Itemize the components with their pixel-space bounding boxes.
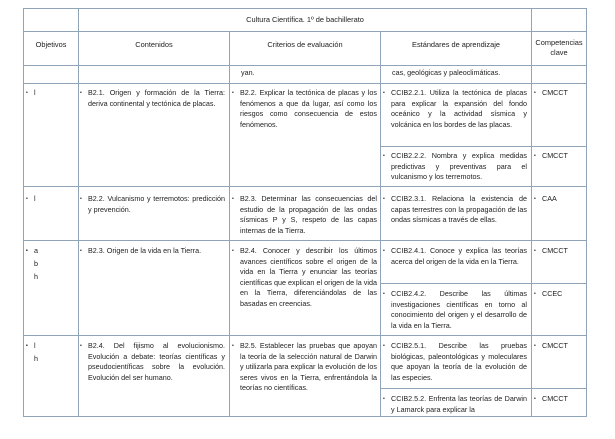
row2-estandar-1: ▪ CCIB2.3.1. Relaciona la existencia de capas terrestres con la propagación de las ondas sísmicas a través de ellas.	[391, 194, 527, 226]
row2-objetivos	[34, 194, 36, 207]
row1-competencia-1: ▪ CMCCT	[542, 88, 584, 99]
header-contenidos: Contenidos	[135, 40, 173, 49]
row3-criterio: ▪ B2.4. Conocer y describir los últimos avances científicos sobre el origen de la vida en la Tierra y enunciar las teorías científicas que explican el origen de la vida en la Tierra, diferenciándolas de las basadas en creencias.	[240, 246, 377, 310]
row1-objetivos	[34, 88, 36, 101]
row2-contenido: ▪ B2.2. Vulcanismo y terremotos: predicción y prevención.	[88, 194, 225, 215]
row4-competencia-1: ▪ CMCCT	[542, 341, 584, 352]
row1-estandar-1: ▪ CCIB2.2.1. Utiliza la tectónica de placas para explicar la expansión del fondo oceánico y la actividad sísmica y volcánica en los bordes de las placas.	[391, 88, 527, 130]
row1-contenido: ▪ B2.1. Origen y formación de la Tierra: deriva continental y tectónica de placas.	[88, 88, 225, 109]
carry-over-criterio: yan.	[241, 68, 255, 77]
row2-competencia-1: ▪ CAA	[542, 194, 584, 205]
objetivo-item: ▪ h	[34, 272, 38, 283]
row3-competencia-1: ▪ CMCCT	[542, 246, 584, 257]
row3-contenido: ▪ B2.3. Origen de la vida en la Tierra.	[88, 246, 225, 257]
objetivo-item: ▪ l	[34, 194, 36, 205]
header-estandares: Estándares de aprendizaje	[412, 40, 500, 49]
objetivo-item: ▪ b	[34, 259, 38, 270]
objetivo-item: ▪ a	[34, 246, 38, 257]
row4-objetivos	[34, 341, 38, 367]
row4-criterio: ▪ B2.5. Establecer las pruebas que apoyan la teoría de la selección natural de Darwin y utilizarla para explicar la evolución de los seres vivos en la Tierra, enfrentándola la teorías no científicas.	[240, 341, 377, 394]
row1-criterio: ▪ B2.2. Explicar la tectónica de placas y los fenómenos a que da lugar, así como los riesgos como consecuencia de estos fenómenos.	[240, 88, 377, 130]
row3-estandar-2: ▪ CCIB2.4.2. Describe las últimas investigaciones científicas en torno al conocimiento del origen y el desarrollo de la vida en la Tierra.	[391, 289, 527, 331]
row4-competencia-2: ▪ CMCCT	[542, 394, 584, 405]
row1-competencia-2: ▪ CMCCT	[542, 151, 584, 162]
row4-estandar-2: ▪ CCIB2.5.2. Enfrenta las teorías de Darwin y Lamarck para explicar la	[391, 394, 527, 415]
row3-competencia-2: ▪ CCEC	[542, 289, 584, 300]
row2-criterio: ▪ B2.3. Determinar las consecuencias del estudio de la propagación de las ondas sísmicas P y S, respeto de las capas internas de la Tierra.	[240, 194, 377, 236]
row4-contenido: ▪ B2.4. Del fijismo al evolucionismo. Evolución a debate: teorías científicas y pseudocientíficas sobre la evolución. Evolución del ser humano.	[88, 341, 225, 383]
objetivo-item: ▪ l	[34, 88, 36, 99]
row3-estandar-1: ▪ CCIB2.4.1. Conoce y explica las teorías acerca del origen de la vida en la Tierra.	[391, 246, 527, 267]
row4-estandar-1: ▪ CCIB2.5.1. Describe las pruebas biológicas, paleontológicas y moleculares que apoyan la teoría de la evolución de las especies.	[391, 341, 527, 383]
row1-estandar-2: ▪ CCIB2.2.2. Nombra y explica medidas predictivas y preventivas para el vulcanismo y los terremotos.	[391, 151, 527, 183]
objetivo-item: ▪ l	[34, 341, 38, 352]
carry-over-estandar: cas, geológicas y paleoclimáticas.	[392, 68, 501, 77]
header-criterios: Criterios de evaluación	[267, 40, 343, 49]
objetivo-item: ▪ h	[34, 354, 38, 365]
table-title: Cultura Científica. 1º de bachillerato	[246, 15, 364, 24]
row3-objetivos	[34, 246, 38, 284]
header-competencias: Competencias clave	[535, 38, 583, 57]
header-objetivos: Objetivos	[35, 40, 67, 49]
